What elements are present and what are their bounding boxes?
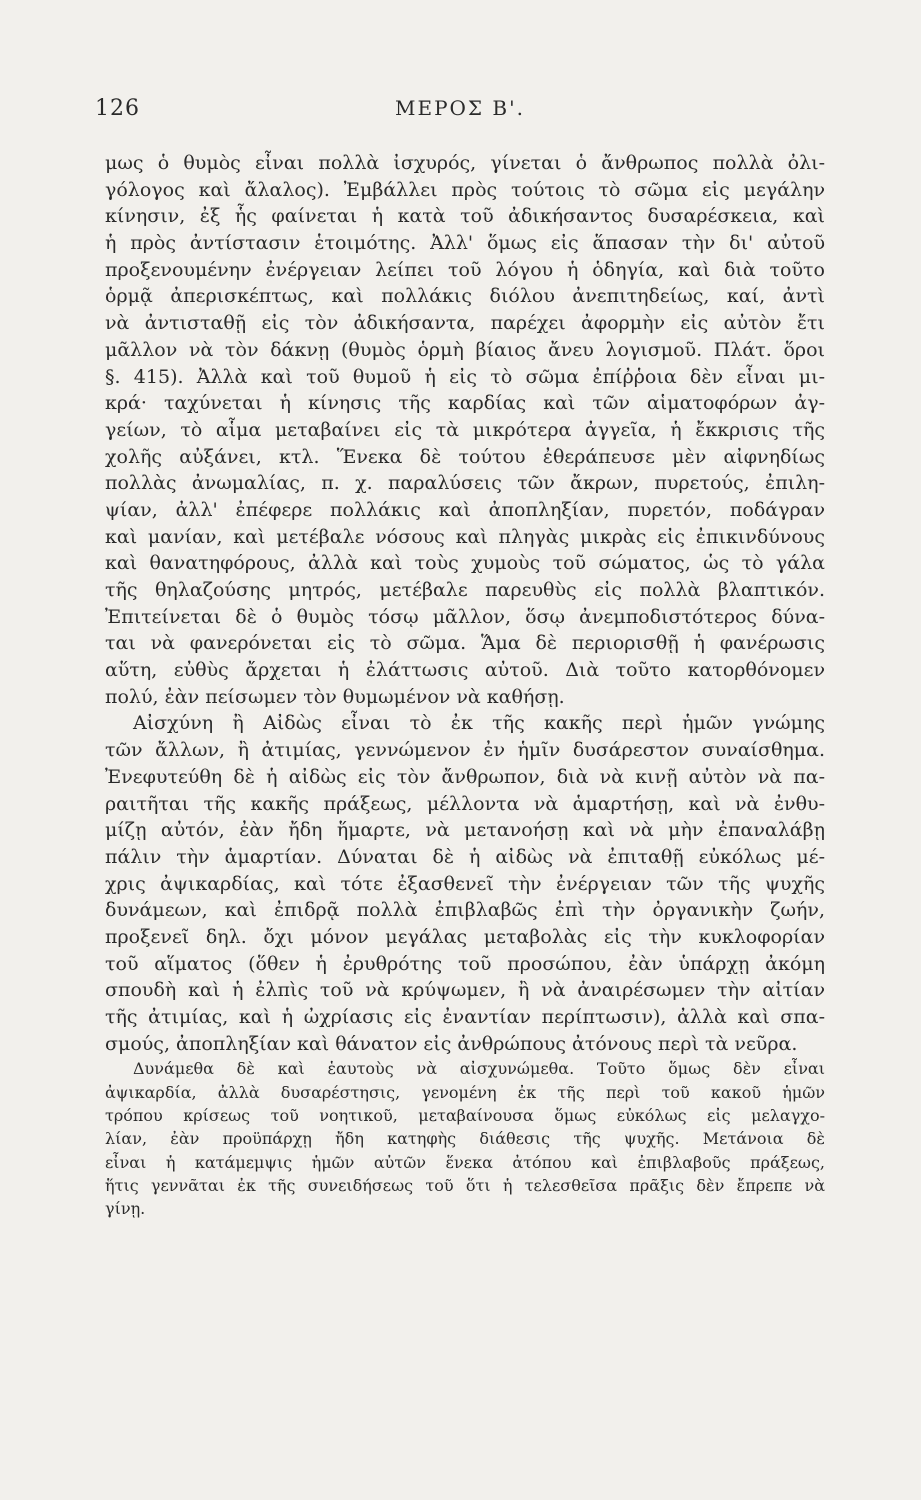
text-line: χολῆς αὐξάνει, κτλ. Ἕνεκα δὲ τούτου ἐθεράπευσε μὲν αἰφνηδίως [105,445,825,468]
text-line: τῆς θηλαζούσης μητρός, μετέβαλε παρευθὺς εἰς πολλὰ βλαπτικόν. [105,579,825,601]
text-line: τῶν ἄλλων, ἢ ἀτιμίας, γεννώμενον ἐν ἡμῖν δυσάρεστον συναίσθημα. [105,739,825,762]
text-line: δυνάμεων, καὶ ἐπιδρᾷ πολλὰ ἐπιβλαβῶς ἐπὶ τὴν ὀργανικὴν ζωήν, [105,899,825,922]
text-line: §. 415). Ἀλλὰ καὶ τοῦ θυμοῦ ἡ εἰς τὸ σῶμα ἐπίῤῥοια δὲν εἶναι μι- [105,365,825,388]
text-line: σμούς, ἀποπληξίαν καὶ θάνατον εἰς ἀνθρώπους ἀτόνους περὶ τὰ νεῦρα. [105,1032,798,1055]
main-paragraphs [105,150,825,1057]
text-line: σπουδὴ καὶ ἡ ἐλπὶς τοῦ νὰ κρύψωμεν, ἢ νὰ ἀναιρέσωμεν τὴν αἰτίαν [105,979,825,1002]
text-line: Αἰσχύνη ἢ Αἰδὼς εἶναι τὸ ἐκ τῆς κακῆς περὶ ἡμῶν γνώμης [133,712,825,735]
text-line: προξενουμένην ἐνέργειαν λείπει τοῦ λόγου ἡ ὁδηγία, καὶ διὰ τοῦτο [105,258,825,281]
footnote-line: λίαν, ἐὰν προϋπάρχῃ ἤδη κατηφὴς διάθεσις τῆς ψυχῆς. Μετάνοια δὲ [105,1129,825,1149]
text-line: κρά· ταχύνεται ἡ κίνησις τῆς καρδίας καὶ τῶν αἱματοφόρων ἀγ- [105,392,825,415]
text-line: μᾶλλον νὰ τὸν δάκνῃ (θυμὸς ὁρμὴ βίαιος ἄνευ λογισμοῦ. Πλάτ. ὅροι [105,338,825,361]
text-line: κίνησιν, ἐξ ἧς φαίνεται ἡ κατὰ τοῦ ἀδικήσαντος δυσαρέσκεια, καὶ [105,205,825,228]
text-line: αὕτη, εὐθὺς ἄρχεται ἡ ἐλάττωσις αὐτοῦ. Διὰ τοῦτο κατορθόνομεν [105,659,825,682]
text-line: καὶ θανατηφόρους, ἀλλὰ καὶ τοὺς χυμοὺς τοῦ σώματος, ὡς τὸ γάλα [105,552,825,575]
text-line: τοῦ αἵματος (ὅθεν ἡ ἐρυθρότης τοῦ προσώπου, ἐὰν ὑπάρχῃ ἀκόμη [105,952,825,975]
text-line: ψίαν, ἀλλ' ἐπέφερε πολλάκις καὶ ἀποπληξίαν, πυρετόν, ποδάγραν [105,498,825,521]
running-title: ΜΕΡΟΣ Β'. [395,96,525,120]
text-line: προξενεῖ δηλ. ὄχι μόνον μεγάλας μεταβολὰς εἰς τὴν κυκλοφορίαν [105,925,825,948]
text-line: γείων, τὸ αἷμα μεταβαίνει εἰς τὰ μικρότερα ἀγγεῖα, ἡ ἔκκρισις τῆς [105,418,825,441]
footnote-line: τρόπου κρίσεως τοῦ νοητικοῦ, μεταβαίνουσα ὅμως εὐκόλως εἰς μελαγχο- [105,1105,825,1125]
text-line: χρις ἀψικαρδίας, καὶ τότε ἐξασθενεῖ τὴν ἐνέργειαν τῶν τῆς ψυχῆς [105,872,825,895]
footnote-line: Δυνάμεθα δὲ καὶ ἑαυτοὺς νὰ αἰσχυνώμεθα. Τοῦτο ὅμως δὲν εἶναι [133,1059,825,1079]
footnote-line: ἥτις γεννᾶται ἐκ τῆς συνειδήσεως τοῦ ὅτι ἡ τελεσθεῖσα πρᾶξις δὲν ἔπρεπε νὰ [105,1175,825,1195]
text-line: ἡ πρὸς ἀντίστασιν ἑτοιμότης. Ἀλλ' ὅμως εἰς ἅπασαν τὴν δι' αὐτοῦ [105,232,825,255]
footnote-paragraph [105,1057,825,1220]
text-line: μίζῃ αὐτόν, ἐὰν ἤδη ἥμαρτε, νὰ μετανοήσῃ καὶ νὰ μὴν ἐπαναλάβῃ [105,819,825,842]
text-line: ραιτῆται τῆς κακῆς πράξεως, μέλλοντα νὰ ἁμαρτήσῃ, καὶ νὰ ἐνθυ- [105,792,825,815]
text-line: τῆς ἀτιμίας, καὶ ἡ ὠχρίασις εἰς ἐναντίαν περίπτωσιν), ἀλλὰ καὶ σπα- [105,1006,825,1028]
text-line: Ἐνεφυτεύθη δὲ ἡ αἰδὼς εἰς τὸν ἄνθρωπον, διὰ νὰ κινῇ αὐτὸν νὰ πα- [105,765,825,788]
footnote-line: εἶναι ἡ κατάμεμψις ἡμῶν αὐτῶν ἕνεκα ἀτόπου καὶ ἐπιβλαβοῦς πράξεως, [105,1152,825,1172]
page-header [95,96,825,126]
text-line: γόλογος καὶ ἄλαλος). Ἐμβάλλει πρὸς τούτοις τὸ σῶμα εἰς μεγάλην [105,178,825,201]
footnote-line: γίνῃ. [105,1199,146,1219]
footnote-line: ἀψικαρδία, ἀλλὰ δυσαρέστησις, γενομένη ἐκ τῆς περὶ τοῦ κακοῦ ἡμῶν [105,1082,825,1102]
text-line: πολλὰς ἀνωμαλίας, π. χ. παραλύσεις τῶν ἄκρων, πυρετούς, ἐπιλη- [105,472,825,495]
text-line: πάλιν τὴν ἁμαρτίαν. Δύναται δὲ ἡ αἰδὼς νὰ ἐπιταθῇ εὐκόλως μέ- [105,845,825,868]
text-line: μως ὁ θυμὸς εἶναι πολλὰ ἰσχυρός, γίνεται ὁ ἄνθρωπος πολλὰ ὀλι- [105,152,825,174]
text-line: νὰ ἀντισταθῇ εἰς τὸν ἀδικήσαντα, παρέχει ἀφορμὴν εἰς αὐτὸν ἔτι [105,312,825,335]
page-number: 126 [95,96,140,121]
text-line: ται νὰ φανερόνεται εἰς τὸ σῶμα. Ἅμα δὲ περιορισθῇ ἡ φανέρωσις [105,632,825,655]
text-line: καὶ μανίαν, καὶ μετέβαλε νόσους καὶ πληγὰς μικρὰς εἰς ἐπικινδύνους [105,525,825,548]
text-line: πολύ, ἐὰν πείσωμεν τὸν θυμωμένον νὰ καθήσῃ. [105,685,565,708]
text-line: Ἐπιτείνεται δὲ ὁ θυμὸς τόσῳ μᾶλλον, ὅσῳ ἀνεμποδιστότερος δύνα- [105,605,825,628]
page-body [105,150,825,1220]
text-line: ὁρμᾷ ἀπερισκέπτως, καὶ πολλάκις διόλου ἀνεπιτηδείως, καί, ἀντὶ [105,285,825,308]
